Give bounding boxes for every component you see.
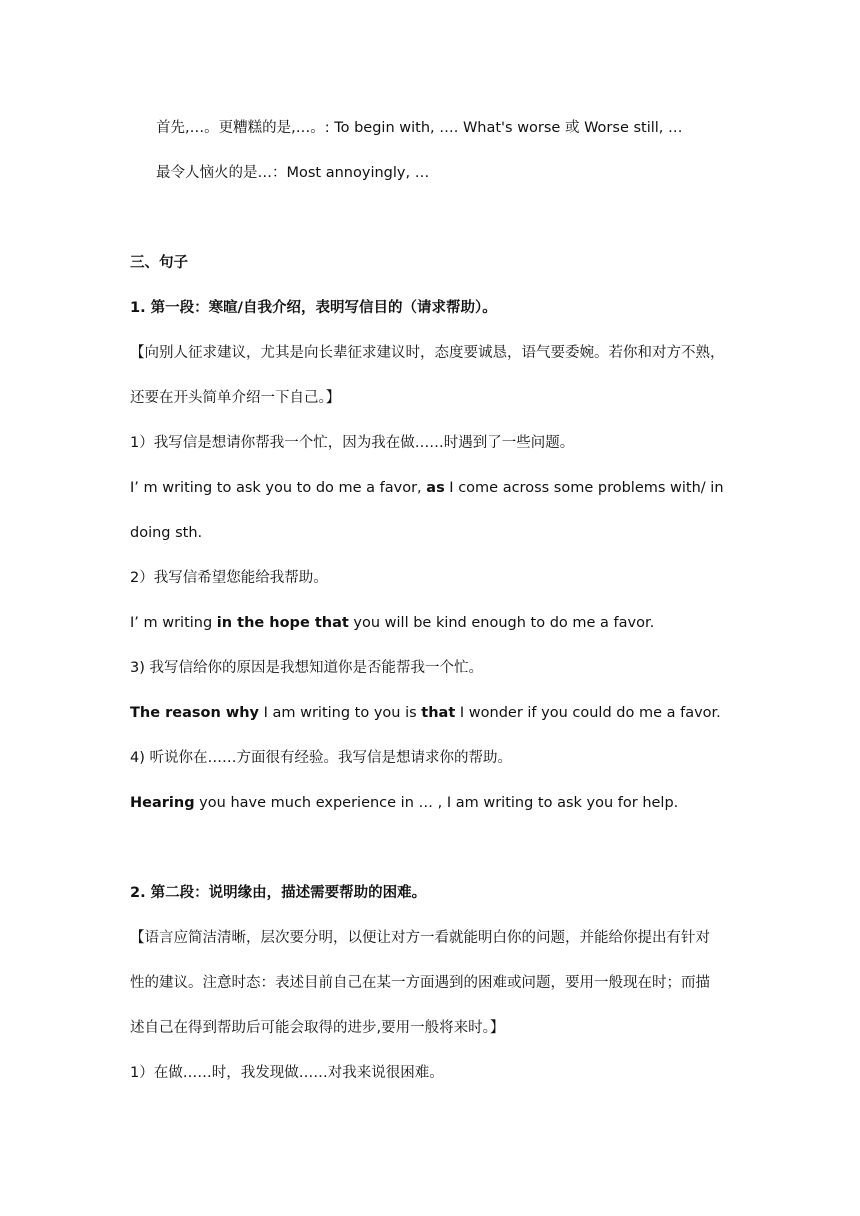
paragraph2-note-line2: 性的建议。注意时态：表述目前自己在某一方面遇到的困难或问题，要用一般现在时；而描: [130, 975, 710, 991]
sentence4-en-bold: Hearing: [130, 795, 195, 811]
sentence1-english-line1: [130, 478, 750, 498]
sentence3-chinese: 3) 我写信给你的原因是我想知道你是否能帮我一个忙。: [130, 660, 483, 676]
sentence3-en-post: I wonder if you could do me a favor.: [455, 705, 721, 721]
sentence4-en-post: you have much experience in … , I am writing to ask you for help.: [194, 795, 679, 811]
paragraph1-note-line2: 还要在开头简单介绍一下自己。】: [130, 390, 341, 406]
sentence3-en-bold1: The reason why: [130, 705, 259, 721]
phrase-most-annoyingly: 最令人恼火的是…：Most annoyingly, …: [156, 165, 430, 181]
paragraph1-note-line1: 【向别人征求建议，尤其是向长辈征求建议时，态度要诚恳，语气要委婉。若你和对方不熟，: [130, 345, 725, 361]
sentence1-en-bold: as: [426, 480, 445, 496]
sentence2-en-bold: in the hope that: [216, 615, 349, 631]
sentence2-chinese: 2）我写信希望您能给我帮助。: [130, 570, 328, 586]
sentence4-chinese: 4) 听说你在……方面很有经验。我写信是想请求你的帮助。: [130, 750, 512, 766]
sentence2-en-post: you will be kind enough to do me a favor.: [348, 615, 655, 631]
sentence1-en-post: I come across some problems with/ in: [444, 480, 724, 496]
paragraph2-note-line1: 【语言应简洁清晰，层次要分明，以便让对方一看就能明白你的问题，并能给你提出有针对: [130, 930, 710, 946]
sentence2-english: [130, 613, 750, 633]
sentence1-english-line2: doing sth.: [130, 525, 203, 541]
paragraph1-heading: 1. 第一段：寒暄/自我介绍，表明写信目的（请求帮助）。: [130, 300, 497, 316]
section-title: 三、句子: [130, 255, 188, 271]
paragraph2-sentence1-chinese: 1）在做……时，我发现做……对我来说很困难。: [130, 1065, 444, 1081]
paragraph2-note-line3: 述自己在得到帮助后可能会取得的进步,要用一般将来时。】: [130, 1020, 505, 1036]
sentence3-en-bold2: that: [421, 705, 456, 721]
sentence3-en-mid: I am writing to you is: [259, 705, 422, 721]
sentence2-en-pre: I’ m writing: [130, 615, 217, 631]
sentence1-en-pre: I’ m writing to ask you to do me a favor,: [130, 480, 427, 496]
paragraph2-heading: 2. 第二段：说明缘由，描述需要帮助的困难。: [130, 885, 427, 901]
sentence4-english: [130, 793, 750, 813]
sentence1-chinese: 1）我写信是想请你帮我一个忙，因为我在做……时遇到了一些问题。: [130, 435, 575, 451]
sentence3-english: [130, 703, 750, 723]
phrase-to-begin-with: 首先,…。更糟糕的是,…。: To begin with, …. What's worse 或 Worse still, …: [156, 120, 683, 136]
